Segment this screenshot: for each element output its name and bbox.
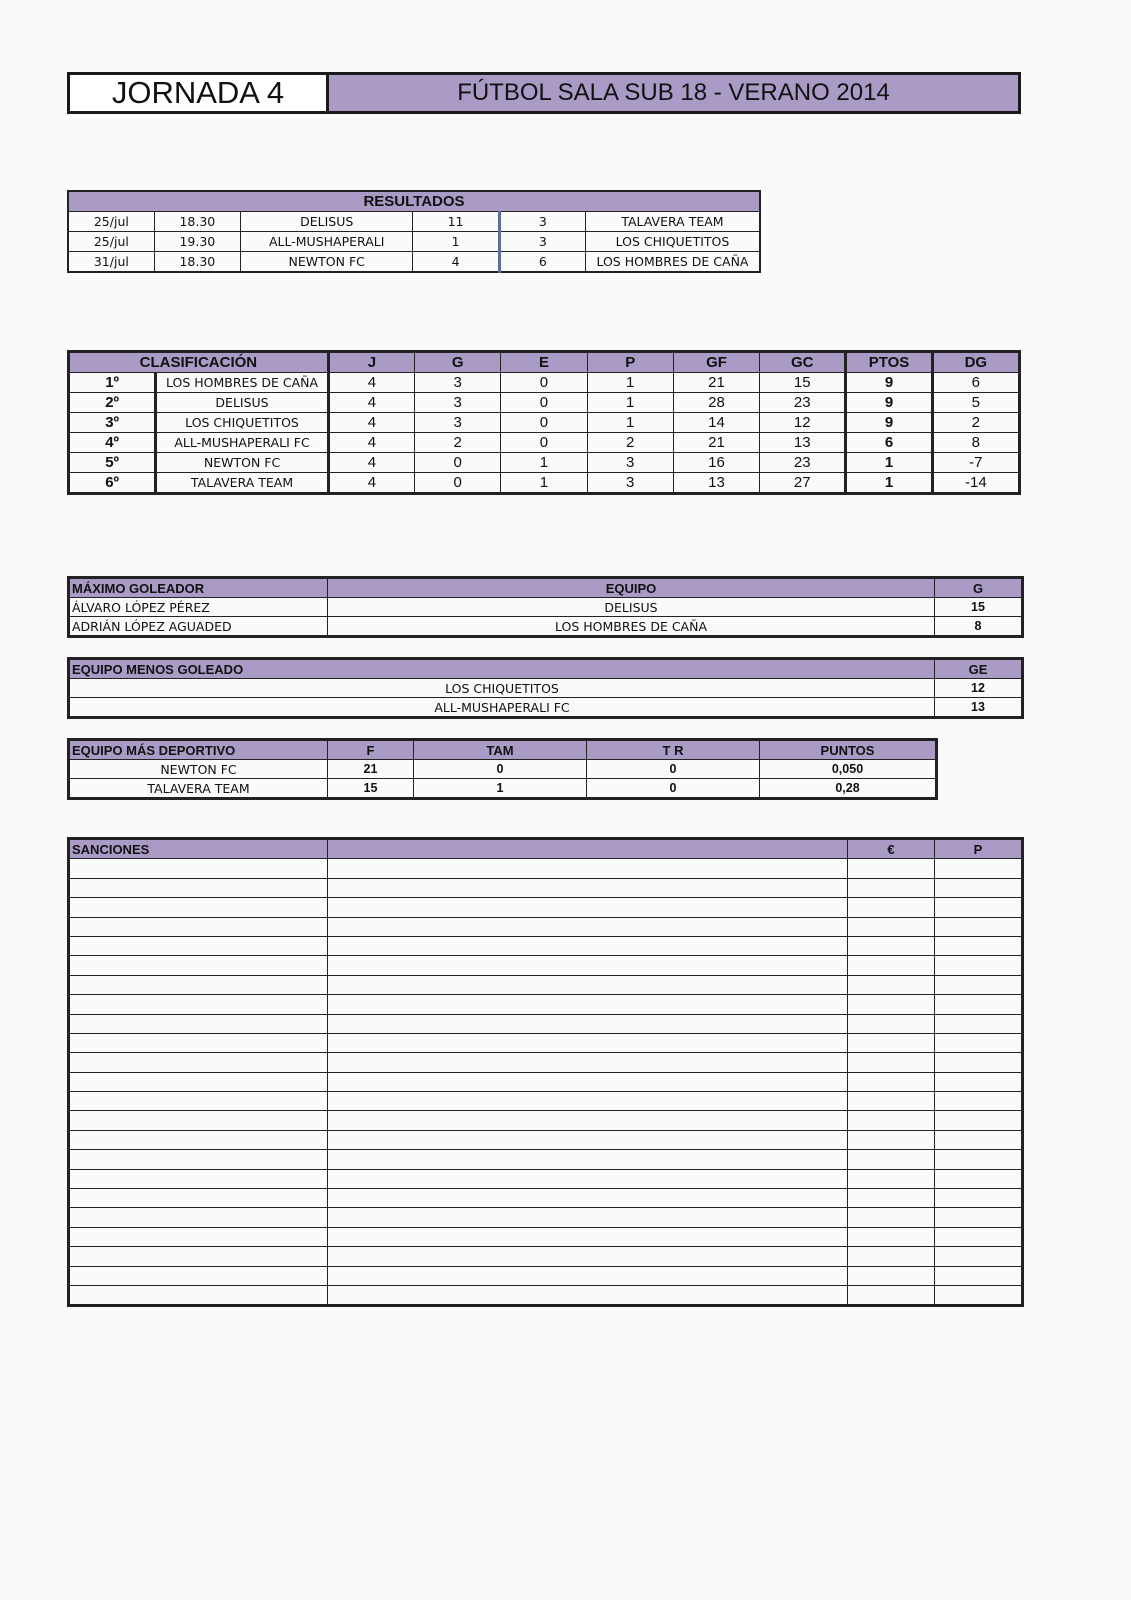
col-euro: € (848, 839, 935, 859)
player-name: ADRIÁN LÓPEZ AGUADED (69, 617, 328, 637)
table-row (69, 373, 1020, 393)
won: 3 (415, 373, 501, 393)
table-row (69, 393, 1020, 413)
round-title: JORNADA 4 (70, 75, 329, 111)
away-team: LOS HOMBRES DE CAÑA (585, 252, 760, 273)
sanction-cell (328, 1130, 848, 1149)
table-row (69, 898, 1023, 917)
match-date: 31/jul (68, 252, 154, 273)
sanction-cell (935, 936, 1023, 955)
col-dg: DG (932, 352, 1019, 373)
sanctions-header-row (69, 839, 1023, 859)
fouls: 21 (328, 760, 414, 779)
sanction-cell (848, 1150, 935, 1169)
sanction-cell (848, 1227, 935, 1246)
sanction-cell (935, 1111, 1023, 1130)
sanction-cell (69, 859, 328, 878)
player-name: ÁLVARO LÓPEZ PÉREZ (69, 598, 328, 617)
sanction-cell (848, 995, 935, 1014)
table-row (69, 859, 1023, 878)
points: 9 (846, 373, 932, 393)
goals-against: 13 (760, 433, 846, 453)
sanction-cell (328, 1150, 848, 1169)
sanction-cell (935, 1092, 1023, 1111)
points: 1 (846, 453, 932, 473)
sanction-cell (848, 878, 935, 897)
won: 3 (415, 413, 501, 433)
top-scorer-header-row (69, 578, 1023, 598)
goals-for: 16 (673, 453, 759, 473)
sanctions-body (69, 859, 1023, 1306)
col-goals: G (935, 578, 1023, 598)
match-time: 19.30 (154, 232, 240, 252)
goal-diff: -7 (932, 453, 1019, 473)
sanction-cell (935, 917, 1023, 936)
sanction-cell (848, 1266, 935, 1285)
table-row (69, 413, 1020, 433)
away-goals: 6 (499, 252, 585, 273)
table-row (69, 917, 1023, 936)
drawn: 0 (501, 413, 587, 433)
results-header-row (68, 191, 760, 212)
sanction-cell (69, 1285, 328, 1305)
col-p: P (587, 352, 673, 373)
sanction-cell (848, 1111, 935, 1130)
points: 1 (846, 473, 932, 494)
sanction-cell (848, 1247, 935, 1266)
away-team: LOS CHIQUETITOS (585, 232, 760, 252)
away-goals: 3 (499, 212, 585, 232)
sanction-cell (848, 975, 935, 994)
fair-play-points: 0,28 (760, 779, 937, 799)
table-row (69, 1033, 1023, 1052)
table-row (69, 1247, 1023, 1266)
position: 3º (69, 413, 156, 433)
sanction-cell (848, 1033, 935, 1052)
played: 4 (328, 473, 414, 494)
col-blank (328, 839, 848, 859)
table-row (69, 617, 1023, 637)
played: 4 (328, 453, 414, 473)
drawn: 1 (501, 453, 587, 473)
red-cards: 0 (587, 760, 760, 779)
sanction-cell (69, 898, 328, 917)
sanction-cell (935, 1072, 1023, 1091)
drawn: 0 (501, 373, 587, 393)
table-row (69, 598, 1023, 617)
lost: 1 (587, 373, 673, 393)
sanction-cell (69, 1053, 328, 1072)
standings-table (67, 350, 1021, 495)
col-puntos: PUNTOS (760, 740, 937, 760)
header-banner (67, 72, 1021, 114)
goals-against: 12 (760, 413, 846, 433)
table-row (69, 1266, 1023, 1285)
lost: 2 (587, 433, 673, 453)
team-name: NEWTON FC (69, 760, 328, 779)
table-row (69, 679, 1023, 698)
goals-for: 14 (673, 413, 759, 433)
fair-play-points: 0,050 (760, 760, 937, 779)
col-team: EQUIPO (328, 578, 935, 598)
sanction-cell (328, 975, 848, 994)
table-row (69, 760, 937, 779)
sanction-cell (935, 1227, 1023, 1246)
table-row (68, 212, 760, 232)
drawn: 0 (501, 433, 587, 453)
team-name: ALL-MUSHAPERALI FC (156, 433, 329, 453)
table-row (69, 1014, 1023, 1033)
sanction-cell (69, 1169, 328, 1188)
sanction-cell (328, 898, 848, 917)
home-goals: 1 (413, 232, 499, 252)
table-row (69, 956, 1023, 975)
sanction-cell (848, 1208, 935, 1227)
table-row (69, 1092, 1023, 1111)
position: 6º (69, 473, 156, 494)
position: 5º (69, 453, 156, 473)
sanctions-table (67, 837, 1024, 1307)
sanction-cell (328, 1266, 848, 1285)
fair-play-title: EQUIPO MÁS DEPORTIVO (69, 740, 328, 760)
sanction-cell (69, 936, 328, 955)
col-g: G (415, 352, 501, 373)
table-row (69, 779, 937, 799)
col-tam: TAM (414, 740, 587, 760)
goals: 15 (935, 598, 1023, 617)
sanction-cell (69, 1266, 328, 1285)
sanction-cell (935, 995, 1023, 1014)
table-row (69, 1227, 1023, 1246)
sanction-cell (848, 1285, 935, 1305)
table-row (69, 1208, 1023, 1227)
col-gc: GC (760, 352, 846, 373)
sanction-cell (328, 1247, 848, 1266)
drawn: 0 (501, 393, 587, 413)
goal-diff: 2 (932, 413, 1019, 433)
team-name: TALAVERA TEAM (156, 473, 329, 494)
col-tr: T R (587, 740, 760, 760)
sanction-cell (69, 1072, 328, 1091)
sanction-cell (328, 995, 848, 1014)
sanction-cell (935, 1285, 1023, 1305)
goals-for: 21 (673, 433, 759, 453)
table-row (69, 878, 1023, 897)
goals-against: 27 (760, 473, 846, 494)
table-row (69, 1150, 1023, 1169)
table-row (69, 453, 1020, 473)
home-goals: 11 (413, 212, 499, 232)
sanction-cell (935, 956, 1023, 975)
col-e: E (501, 352, 587, 373)
table-row (69, 698, 1023, 718)
team-name: LOS HOMBRES DE CAÑA (156, 373, 329, 393)
home-team: DELISUS (240, 212, 412, 232)
col-f: F (328, 740, 414, 760)
table-row (69, 975, 1023, 994)
standings-header-row (69, 352, 1020, 373)
played: 4 (328, 393, 414, 413)
fouls: 15 (328, 779, 414, 799)
sanction-cell (69, 1130, 328, 1149)
goal-diff: -14 (932, 473, 1019, 494)
lost: 3 (587, 453, 673, 473)
table-row (68, 232, 760, 252)
least-conceded-table (67, 657, 1024, 719)
sanction-cell (328, 917, 848, 936)
position: 4º (69, 433, 156, 453)
team-name: LOS CHIQUETITOS (69, 679, 935, 698)
table-row (69, 995, 1023, 1014)
drawn: 1 (501, 473, 587, 494)
home-team: NEWTON FC (240, 252, 412, 273)
sanction-cell (848, 859, 935, 878)
team-name: LOS HOMBRES DE CAÑA (328, 617, 935, 637)
sanction-cell (328, 1208, 848, 1227)
sanctions-title: SANCIONES (69, 839, 328, 859)
least-conceded-title: EQUIPO MENOS GOLEADO (69, 659, 935, 679)
away-goals: 3 (499, 232, 585, 252)
table-row (68, 252, 760, 273)
won: 2 (415, 433, 501, 453)
sanction-cell (69, 1111, 328, 1130)
lost: 1 (587, 393, 673, 413)
sanction-cell (69, 1247, 328, 1266)
sanction-cell (935, 1266, 1023, 1285)
sanction-cell (935, 1208, 1023, 1227)
goals-against: 23 (760, 453, 846, 473)
won: 3 (415, 393, 501, 413)
col-ptos: PTOS (846, 352, 932, 373)
lost: 1 (587, 413, 673, 433)
goals-for: 21 (673, 373, 759, 393)
sanction-cell (935, 975, 1023, 994)
match-date: 25/jul (68, 232, 154, 252)
sanction-cell (848, 1189, 935, 1208)
sanction-cell (328, 1072, 848, 1091)
table-row (69, 473, 1020, 494)
table-row (69, 1072, 1023, 1091)
sanction-cell (328, 859, 848, 878)
played: 4 (328, 413, 414, 433)
sanction-cell (935, 1150, 1023, 1169)
goals-conceded: 12 (935, 679, 1023, 698)
team-name: NEWTON FC (156, 453, 329, 473)
goal-diff: 5 (932, 393, 1019, 413)
table-row (69, 433, 1020, 453)
results-table (67, 190, 761, 273)
sanction-cell (328, 1227, 848, 1246)
table-row (69, 1169, 1023, 1188)
sanction-cell (935, 1247, 1023, 1266)
sanction-cell (69, 956, 328, 975)
position: 2º (69, 393, 156, 413)
league-title: FÚTBOL SALA SUB 18 - VERANO 2014 (329, 75, 1018, 111)
sanction-cell (328, 1111, 848, 1130)
yellow-cards: 0 (414, 760, 587, 779)
won: 0 (415, 473, 501, 494)
sanction-cell (848, 1072, 935, 1091)
sanction-cell (848, 936, 935, 955)
sanction-cell (848, 1014, 935, 1033)
sanction-cell (848, 1169, 935, 1188)
table-row (69, 1130, 1023, 1149)
match-time: 18.30 (154, 252, 240, 273)
sanction-cell (848, 898, 935, 917)
played: 4 (328, 433, 414, 453)
sanction-cell (935, 1053, 1023, 1072)
sanction-cell (69, 1227, 328, 1246)
sanction-cell (328, 1033, 848, 1052)
sanction-cell (935, 1169, 1023, 1188)
sanction-cell (848, 917, 935, 936)
lost: 3 (587, 473, 673, 494)
match-time: 18.30 (154, 212, 240, 232)
played: 4 (328, 373, 414, 393)
sanction-cell (935, 1033, 1023, 1052)
sanction-cell (69, 1189, 328, 1208)
match-date: 25/jul (68, 212, 154, 232)
goals-against: 15 (760, 373, 846, 393)
sanction-cell (848, 1053, 935, 1072)
position: 1º (69, 373, 156, 393)
top-scorer-table (67, 576, 1024, 638)
sanction-cell (328, 1189, 848, 1208)
sanction-cell (935, 1189, 1023, 1208)
points: 6 (846, 433, 932, 453)
sanction-cell (935, 878, 1023, 897)
sanction-cell (69, 878, 328, 897)
sanction-cell (69, 1014, 328, 1033)
red-cards: 0 (587, 779, 760, 799)
sanction-cell (848, 956, 935, 975)
sanction-cell (935, 1130, 1023, 1149)
sanction-cell (69, 1150, 328, 1169)
fair-play-header-row (69, 740, 937, 760)
team-name: ALL-MUSHAPERALI FC (69, 698, 935, 718)
sanction-cell (935, 1014, 1023, 1033)
sanction-cell (935, 859, 1023, 878)
sanction-cell (328, 1092, 848, 1111)
points: 9 (846, 413, 932, 433)
sanction-cell (69, 917, 328, 936)
sanction-cell (69, 1208, 328, 1227)
home-goals: 4 (413, 252, 499, 273)
table-row (69, 1053, 1023, 1072)
results-title: RESULTADOS (68, 191, 760, 212)
col-p: P (935, 839, 1023, 859)
team-name: DELISUS (328, 598, 935, 617)
sanction-cell (69, 1033, 328, 1052)
least-conceded-header-row (69, 659, 1023, 679)
sanction-cell (69, 1092, 328, 1111)
top-scorer-title: MÁXIMO GOLEADOR (69, 578, 328, 598)
table-row (69, 1189, 1023, 1208)
yellow-cards: 1 (414, 779, 587, 799)
col-ge: GE (935, 659, 1023, 679)
team-name: TALAVERA TEAM (69, 779, 328, 799)
sanction-cell (69, 975, 328, 994)
sanction-cell (848, 1130, 935, 1149)
team-name: LOS CHIQUETITOS (156, 413, 329, 433)
sanction-cell (328, 1285, 848, 1305)
team-name: DELISUS (156, 393, 329, 413)
sanction-cell (69, 995, 328, 1014)
standings-title: CLASIFICACIÓN (69, 352, 329, 373)
sanction-cell (935, 898, 1023, 917)
goals-for: 13 (673, 473, 759, 494)
col-gf: GF (673, 352, 759, 373)
sanction-cell (328, 1053, 848, 1072)
goals-against: 23 (760, 393, 846, 413)
goals-conceded: 13 (935, 698, 1023, 718)
sanction-cell (848, 1092, 935, 1111)
goal-diff: 6 (932, 373, 1019, 393)
goal-diff: 8 (932, 433, 1019, 453)
fair-play-table (67, 738, 938, 800)
table-row (69, 936, 1023, 955)
sanction-cell (328, 956, 848, 975)
away-team: TALAVERA TEAM (585, 212, 760, 232)
table-row (69, 1111, 1023, 1130)
sanction-cell (328, 936, 848, 955)
won: 0 (415, 453, 501, 473)
table-row (69, 1285, 1023, 1305)
sanction-cell (328, 1169, 848, 1188)
sanction-cell (328, 878, 848, 897)
sanction-cell (328, 1014, 848, 1033)
goals: 8 (935, 617, 1023, 637)
col-j: J (328, 352, 414, 373)
home-team: ALL-MUSHAPERALI (240, 232, 412, 252)
points: 9 (846, 393, 932, 413)
goals-for: 28 (673, 393, 759, 413)
